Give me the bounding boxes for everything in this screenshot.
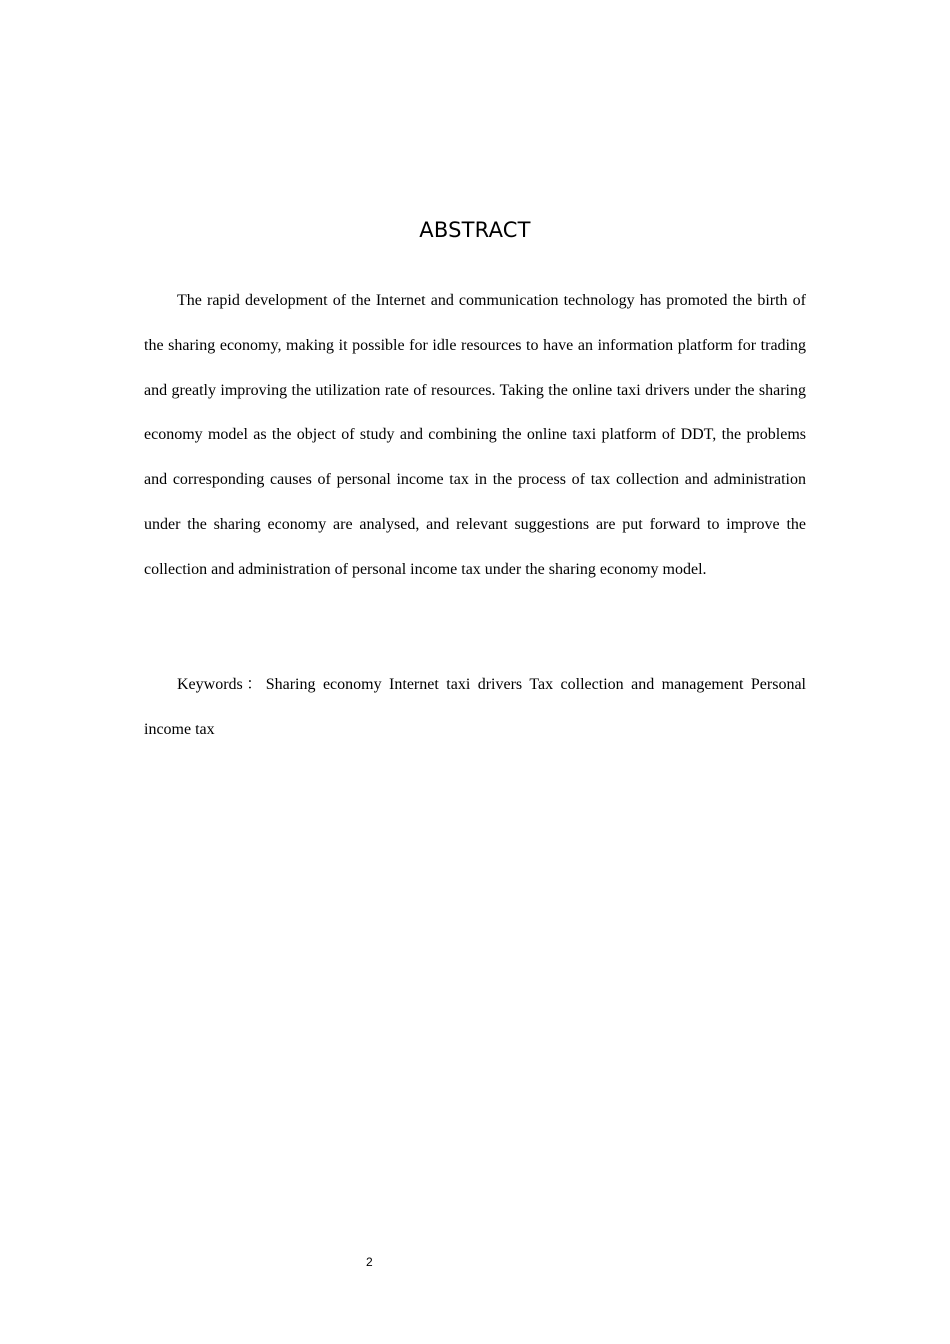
keywords-paragraph	[144, 662, 806, 752]
page-title: ABSTRACT	[419, 218, 531, 242]
abstract-paragraph: The rapid development of the Internet and communication technology has promoted the birth of the sharing economy, making it possible for idle resources to have an information platform for trading and greatly improving the utilization rate of resources. Taking the online taxi drivers under the sharing economy model as the object of study and combining the online taxi platform of DDT, the problems and corresponding causes of personal income tax in the process of tax collection and administration under the sharing economy are analysed, and relevant suggestions are put forward to improve the collection and administration of personal income tax under the sharing economy model.	[144, 292, 806, 578]
keywords-label: Keywords：	[177, 676, 266, 693]
page-number: 2	[366, 1255, 373, 1269]
keywords-text: Sharing economy Internet taxi drivers Tax collection and management Personal income tax	[144, 676, 806, 738]
